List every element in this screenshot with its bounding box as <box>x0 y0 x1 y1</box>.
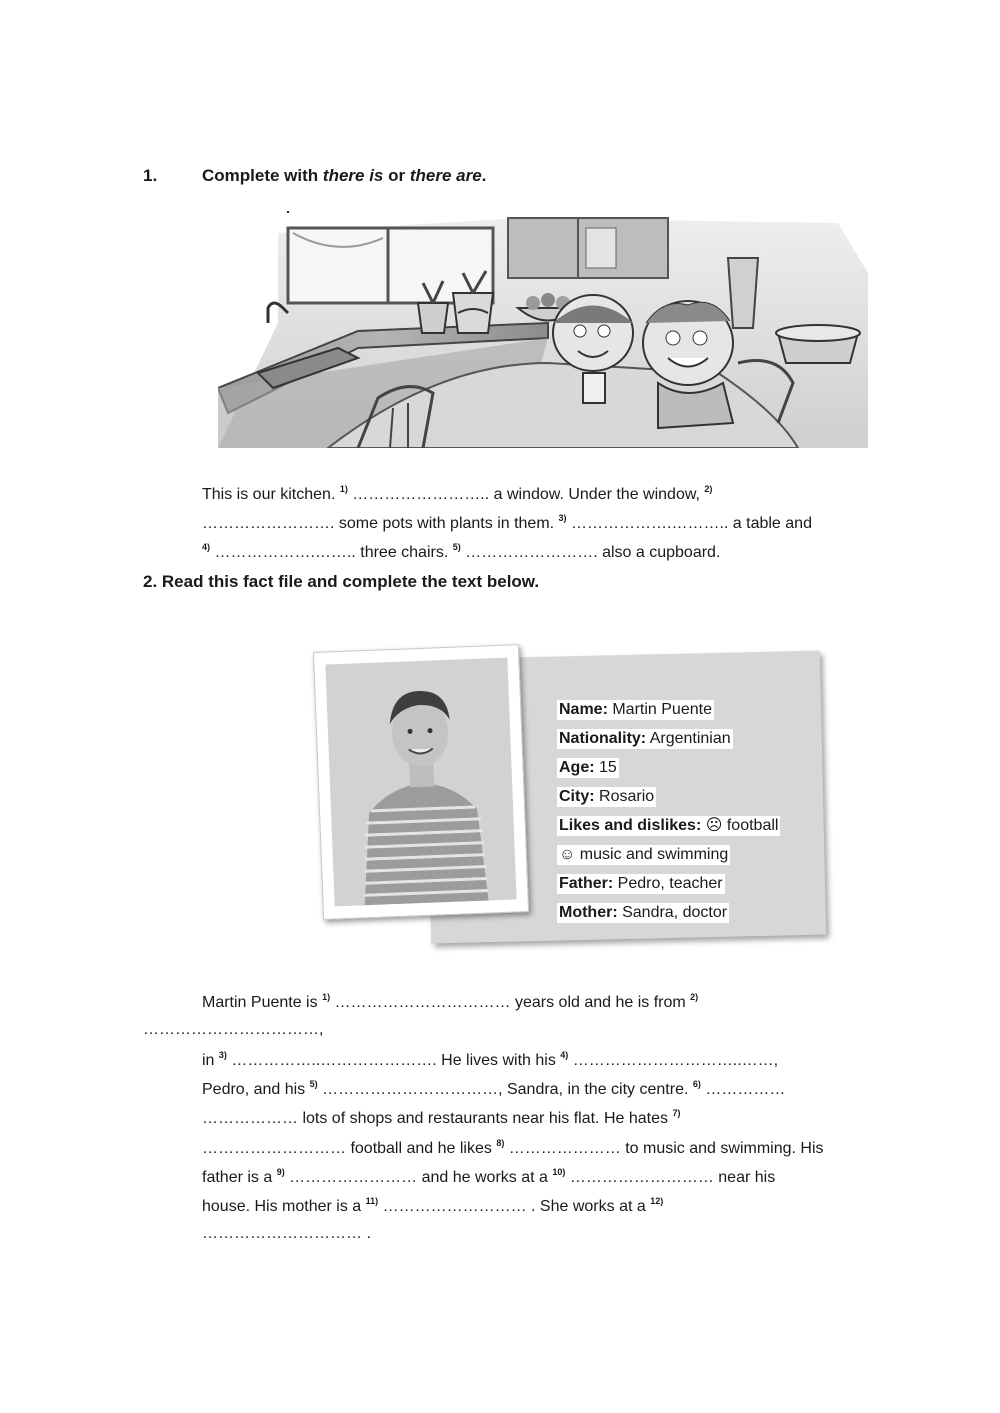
exercise-2-line-6: ……………………… football and he likes $^{8)}$ ………………… to music and swimming. His <box>202 1138 824 1157</box>
exercise-2-line-1: Martin Puente is $^{1)}$ …………………………… years old and he is from $^{2)}$ <box>202 992 699 1011</box>
exercise-2-title: 2. Read this fact file and complete the text below. <box>143 572 540 591</box>
fact-nationality: Nationality: Argentinian <box>559 730 731 747</box>
exercise-2-line-4: Pedro, and his $^{5)}$ ……………………………, Sandra, in the city centre. $^{6)}$ …………… <box>202 1079 786 1098</box>
exercise-1-line-1: This is our kitchen. $^{1)}$ …………………….. a window. Under the window, $^{2)}$ <box>202 484 713 503</box>
student-photo <box>325 658 516 907</box>
kitchen-illustration <box>218 213 868 448</box>
exercise-2-line-7: father is a $^{9)}$ …………………… and he works at a $^{10)}$ ……………………… near his <box>202 1167 776 1186</box>
fact-city: City: Rosario <box>559 788 655 805</box>
exercise-2-line-8: house. His mother is a $^{11)}$ ……………………… . She works at a $^{12)}$ <box>202 1196 664 1215</box>
fact-likes-dislikes: Likes and dislikes: ☹ football <box>559 817 779 834</box>
exercise-2-line-9: ………………………… . <box>202 1225 371 1242</box>
exercise-2-line-3: in $^{3)}$ ……………..…………………. He lives with his $^{4)}$ …………………………..……, <box>202 1050 779 1069</box>
fact-likes: ☺ music and swimming <box>559 846 729 863</box>
exercise-1-line-3: $^{4)}$ ……………….…….. three chairs. $^{5)}$ ……………………. also a cupboard. <box>202 542 721 561</box>
fact-name: Name: Martin Puente <box>559 701 712 718</box>
exercise-2-line-5: ……………… lots of shops and restaurants near his flat. He hates $^{7)}$ <box>202 1108 681 1127</box>
exercise-1-line-2: ……………………. some pots with plants in them. $^{3)}$ ……………….……….. a table and <box>202 513 812 532</box>
photo-frame <box>313 644 529 920</box>
fact-file-list <box>557 700 780 932</box>
fact-father: Father: Pedro, teacher <box>559 875 723 892</box>
exercise-1-number: 1. <box>143 166 158 185</box>
fact-mother: Mother: Sandra, doctor <box>559 904 728 921</box>
fact-age: Age: 15 <box>559 759 617 776</box>
exercise-1-title: Complete with there is or there are. <box>202 166 487 185</box>
exercise-2-line-2: ……………………………, <box>143 1021 324 1038</box>
